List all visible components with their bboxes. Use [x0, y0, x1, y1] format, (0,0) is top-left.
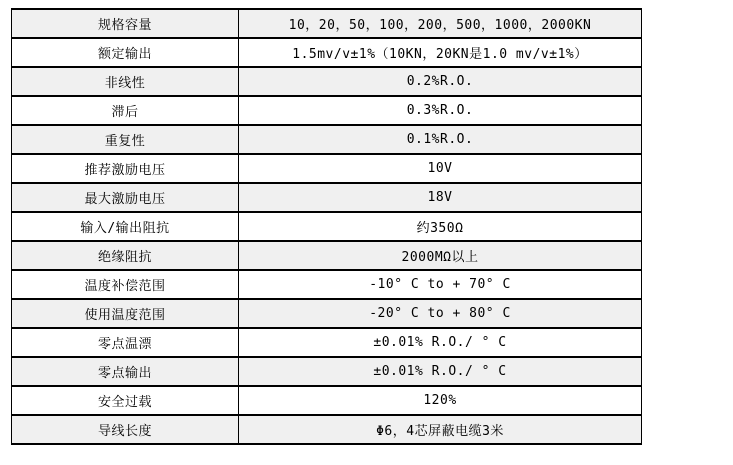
spec-label: 滞后 [12, 96, 239, 125]
table-row [12, 154, 642, 183]
spec-value: 10，20，50，100，200，500，1000，2000KN [239, 9, 642, 38]
table-row [12, 241, 642, 270]
spec-label: 重复性 [12, 125, 239, 154]
spec-table-body [12, 9, 642, 444]
spec-value: 约350Ω [239, 212, 642, 241]
table-row [12, 67, 642, 96]
spec-label: 零点输出 [12, 357, 239, 386]
spec-label: 非线性 [12, 67, 239, 96]
spec-value: 0.1%R.O. [239, 125, 642, 154]
spec-label: 使用温度范围 [12, 299, 239, 328]
spec-value: ±0.01% R.O./ ° C [239, 328, 642, 357]
table-row [12, 270, 642, 299]
spec-value: Φ6，4芯屏蔽电缆3米 [239, 415, 642, 444]
table-row [12, 125, 642, 154]
table-row [12, 212, 642, 241]
spec-label: 输入/输出阻抗 [12, 212, 239, 241]
spec-label: 零点温漂 [12, 328, 239, 357]
spec-value: 0.2%R.O. [239, 67, 642, 96]
spec-label: 规格容量 [12, 9, 239, 38]
table-row [12, 9, 642, 38]
spec-label: 导线长度 [12, 415, 239, 444]
spec-value: -10° C to + 70° C [239, 270, 642, 299]
table-row [12, 96, 642, 125]
spec-label: 额定输出 [12, 38, 239, 67]
spec-value: ±0.01% R.O./ ° C [239, 357, 642, 386]
spec-label: 安全过载 [12, 386, 239, 415]
table-row [12, 328, 642, 357]
spec-value: 18V [239, 183, 642, 212]
spec-label: 温度补偿范围 [12, 270, 239, 299]
table-row [12, 357, 642, 386]
spec-value: -20° C to + 80° C [239, 299, 642, 328]
spec-value: 2000MΩ以上 [239, 241, 642, 270]
spec-label: 推荐激励电压 [12, 154, 239, 183]
spec-value: 120% [239, 386, 642, 415]
spec-value: 1.5mv/v±1%（10KN，20KN是1.0 mv/v±1%） [239, 38, 642, 67]
table-row [12, 299, 642, 328]
table-row [12, 386, 642, 415]
table-row [12, 38, 642, 67]
spec-label: 最大激励电压 [12, 183, 239, 212]
spec-label: 绝缘阻抗 [12, 241, 239, 270]
table-row [12, 415, 642, 444]
spec-value: 0.3%R.O. [239, 96, 642, 125]
table-row [12, 183, 642, 212]
spec-table [11, 8, 642, 445]
spec-value: 10V [239, 154, 642, 183]
